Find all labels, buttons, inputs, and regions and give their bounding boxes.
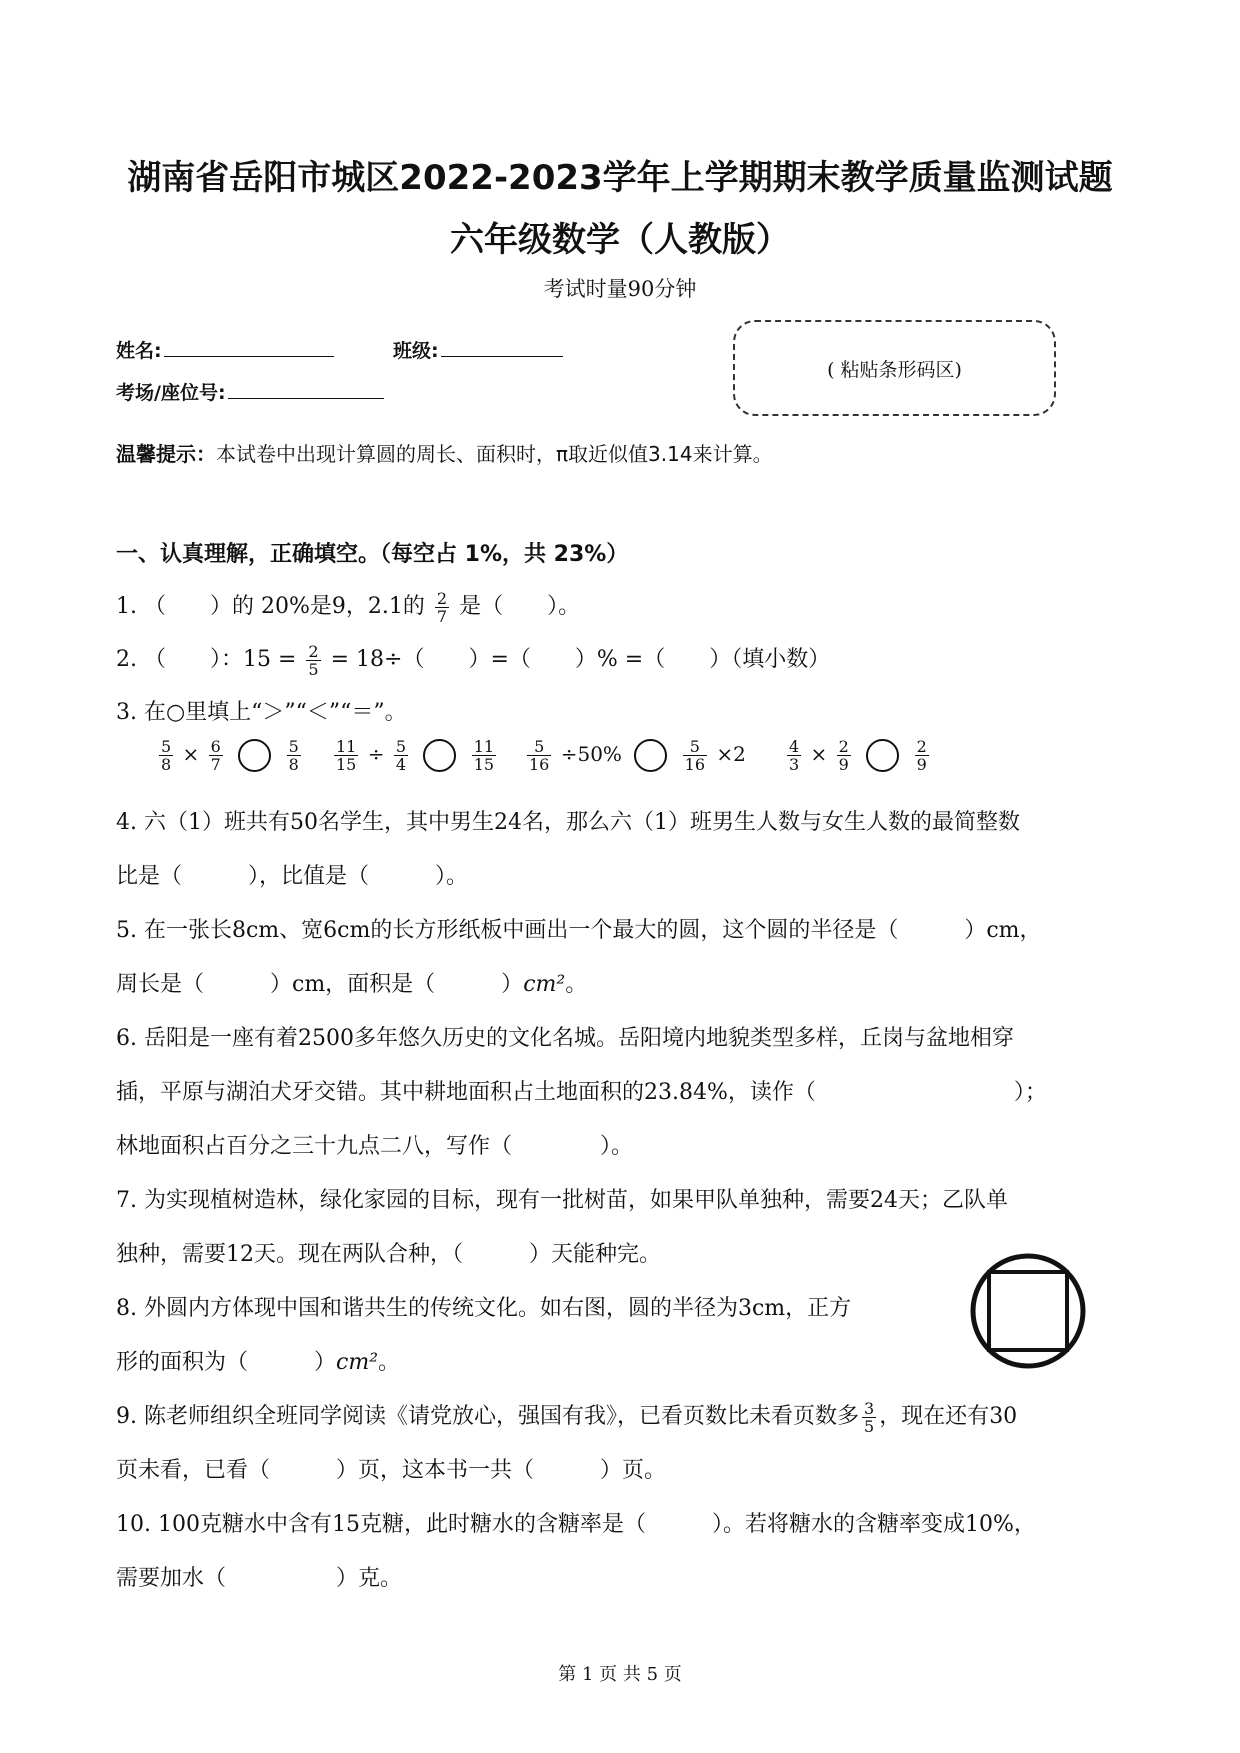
exam-time: 考试时量90分钟 bbox=[543, 277, 697, 301]
fraction-den: 9 bbox=[838, 755, 849, 774]
q5-line1: 5. 在一张长8cm、宽6cm的长方形纸板中画出一个最大的圆，这个圆的半径是（ ）cm， bbox=[116, 918, 1042, 943]
class-field[interactable] bbox=[393, 336, 563, 363]
fraction-den: 8 bbox=[161, 755, 172, 774]
fraction bbox=[862, 1400, 876, 1435]
answer-circle[interactable] bbox=[423, 739, 456, 772]
q9-text-b: ，现在还有30 bbox=[879, 1404, 1018, 1429]
name-label: 姓名: bbox=[116, 340, 162, 362]
q10-line1: 10. 100克糖水中含有15克糖，此时糖水的含糖率是（ ）。若将糖水的含糖率变成10%， bbox=[116, 1512, 1036, 1537]
q6-line1: 6. 岳阳是一座有着2500多年悠久历史的文化名城。岳阳境内地貌类型多样，丘岗与盆地相穿 bbox=[116, 1026, 1014, 1051]
fraction bbox=[159, 738, 173, 773]
question-8 bbox=[116, 1282, 851, 1390]
fraction bbox=[287, 738, 301, 773]
fraction-num: 3 bbox=[864, 1398, 875, 1418]
q8-end: 。 bbox=[378, 1350, 401, 1375]
compare-item-1 bbox=[156, 738, 304, 773]
fraction bbox=[915, 738, 929, 773]
seat-field[interactable] bbox=[116, 378, 384, 405]
answer-circle[interactable] bbox=[866, 739, 899, 772]
fraction-den: 5 bbox=[864, 1416, 875, 1436]
fraction-num: 5 bbox=[288, 737, 299, 756]
fraction-den: 3 bbox=[789, 755, 800, 774]
fraction-den: 15 bbox=[473, 755, 495, 774]
inner-square bbox=[989, 1272, 1067, 1350]
q4-line2: 比是（ ），比值是（ ）。 bbox=[116, 864, 469, 889]
q5-line2-text: 周长是（ ）cm，面积是（ ） bbox=[116, 972, 524, 997]
fraction-num: 5 bbox=[683, 738, 707, 756]
q2-text-b: = 18÷（ ）=（ ）% =（ ）（填小数） bbox=[330, 647, 831, 672]
q9-line1 bbox=[116, 1390, 1017, 1444]
operator: ÷50% bbox=[560, 742, 622, 766]
fraction-den: 9 bbox=[916, 755, 927, 774]
q5-unit: cm² bbox=[523, 972, 566, 997]
q6-line3: 林地面积占百分之三十九点二八，写作（ ）。 bbox=[116, 1134, 634, 1159]
fraction bbox=[334, 738, 358, 773]
barcode-label: ( 粘贴条形码区) bbox=[827, 358, 962, 381]
question-1 bbox=[116, 580, 580, 634]
q8-line2 bbox=[116, 1336, 851, 1390]
operator: × bbox=[182, 742, 200, 766]
fraction-den: 8 bbox=[288, 755, 299, 774]
fraction bbox=[394, 738, 408, 773]
question-2 bbox=[116, 633, 830, 687]
fraction bbox=[306, 643, 320, 678]
fraction-den: 7 bbox=[436, 606, 448, 626]
q5-line2 bbox=[116, 958, 1042, 1012]
tip bbox=[116, 438, 773, 467]
fraction bbox=[787, 738, 801, 773]
answer-circle[interactable] bbox=[634, 739, 667, 772]
fraction-den: 5 bbox=[308, 659, 319, 679]
fraction bbox=[527, 738, 551, 773]
fraction-num: 4 bbox=[789, 737, 800, 756]
question-7 bbox=[116, 1174, 1008, 1282]
fraction bbox=[209, 738, 223, 773]
circle-square-figure bbox=[970, 1253, 1086, 1369]
fraction-num: 5 bbox=[395, 737, 407, 756]
barcode-area bbox=[733, 320, 1056, 416]
seat-blank[interactable] bbox=[228, 380, 384, 399]
fraction-den: 4 bbox=[395, 755, 407, 774]
question-3 bbox=[116, 686, 407, 740]
fraction-num: 6 bbox=[210, 737, 221, 756]
fraction-num: 2 bbox=[838, 737, 849, 756]
compare-item-2 bbox=[331, 738, 499, 773]
answer-circle[interactable] bbox=[238, 739, 271, 772]
q9-line2: 页未看，已看（ ）页，这本书一共（ ）页。 bbox=[116, 1458, 667, 1483]
tip-label: 温馨提示： bbox=[116, 442, 216, 466]
fraction-num: 2 bbox=[308, 641, 319, 661]
q8-line1: 8. 外圆内方体现中国和谐共生的传统文化。如右图，圆的半径为3cm，正方 bbox=[116, 1296, 852, 1321]
seat-label: 考场/座位号: bbox=[116, 382, 226, 404]
question-5 bbox=[116, 904, 1042, 1012]
name-blank[interactable] bbox=[164, 338, 334, 357]
fraction bbox=[472, 738, 496, 773]
operator: ÷ bbox=[367, 742, 385, 766]
q5-end: 。 bbox=[565, 972, 588, 997]
question-4 bbox=[116, 796, 1020, 904]
fraction-den: 15 bbox=[336, 755, 357, 774]
fraction-num: 5 bbox=[161, 737, 172, 756]
exam-subtitle: 六年级数学（人教版） bbox=[450, 220, 790, 260]
fraction bbox=[435, 590, 449, 625]
question-6 bbox=[116, 1012, 1047, 1174]
fraction-num: 2 bbox=[436, 588, 448, 608]
q1-text-b: 是（ ）。 bbox=[459, 594, 581, 619]
q7-line1: 7. 为实现植树造林，绿化家园的目标，现有一批树苗，如果甲队单独种，需要24天；乙队单 bbox=[116, 1188, 1008, 1213]
question-10 bbox=[116, 1498, 1036, 1606]
q10-line2: 需要加水（ ）克。 bbox=[116, 1566, 403, 1591]
fraction-num: 5 bbox=[527, 738, 551, 756]
class-blank[interactable] bbox=[441, 338, 563, 357]
fraction-den: 16 bbox=[684, 755, 706, 774]
section-title: 一、认真理解，正确填空。（每空占 1%，共 23%） bbox=[116, 542, 629, 567]
q1-text-a: 1. （ ）的 20%是9，2.1的 bbox=[116, 594, 425, 619]
operator: × bbox=[810, 742, 828, 766]
class-label: 班级: bbox=[393, 340, 439, 362]
fraction-den: 7 bbox=[210, 755, 221, 774]
compare-item-3 bbox=[524, 738, 746, 773]
operator: ×2 bbox=[716, 742, 746, 766]
q4-line1: 4. 六（1）班共有50名学生，其中男生24名，那么六（1）班男生人数与女生人数的最简整数 bbox=[116, 810, 1020, 835]
fraction-num: 11 bbox=[473, 737, 495, 756]
q2-text-a: 2. （ ）：15 = bbox=[116, 647, 297, 672]
exam-title: 湖南省岳阳市城区2022-2023学年上学期期末教学质量监测试题 bbox=[127, 158, 1113, 198]
tip-text: 本试卷中出现计算圆的周长、面积时，π取近似值3.14来计算。 bbox=[216, 442, 773, 466]
fraction-num: 2 bbox=[916, 737, 927, 756]
page-footer: 第 1 页 共 5 页 bbox=[558, 1664, 682, 1685]
fraction bbox=[837, 738, 851, 773]
name-field[interactable] bbox=[116, 336, 334, 363]
q9-text-a: 9. 陈老师组织全班同学阅读《请党放心，强国有我》，已看页数比未看页数多 bbox=[116, 1404, 859, 1429]
q7-line2: 独种，需要12天。现在两队合种，（ ）天能种完。 bbox=[116, 1242, 661, 1267]
q8-line2-text: 形的面积为（ ） bbox=[116, 1350, 337, 1375]
q3-label: 3. 在○里填上“＞”“＜”“＝”。 bbox=[116, 700, 407, 725]
fraction-num: 11 bbox=[336, 737, 357, 756]
question-9 bbox=[116, 1390, 1017, 1498]
fraction-den: 16 bbox=[529, 755, 550, 774]
compare-item-4 bbox=[784, 738, 932, 773]
fraction bbox=[683, 738, 707, 773]
q8-unit: cm² bbox=[336, 1350, 379, 1375]
q6-line2: 插，平原与湖泊犬牙交错。其中耕地面积占土地面积的23.84%，读作（ ）； bbox=[116, 1080, 1047, 1105]
